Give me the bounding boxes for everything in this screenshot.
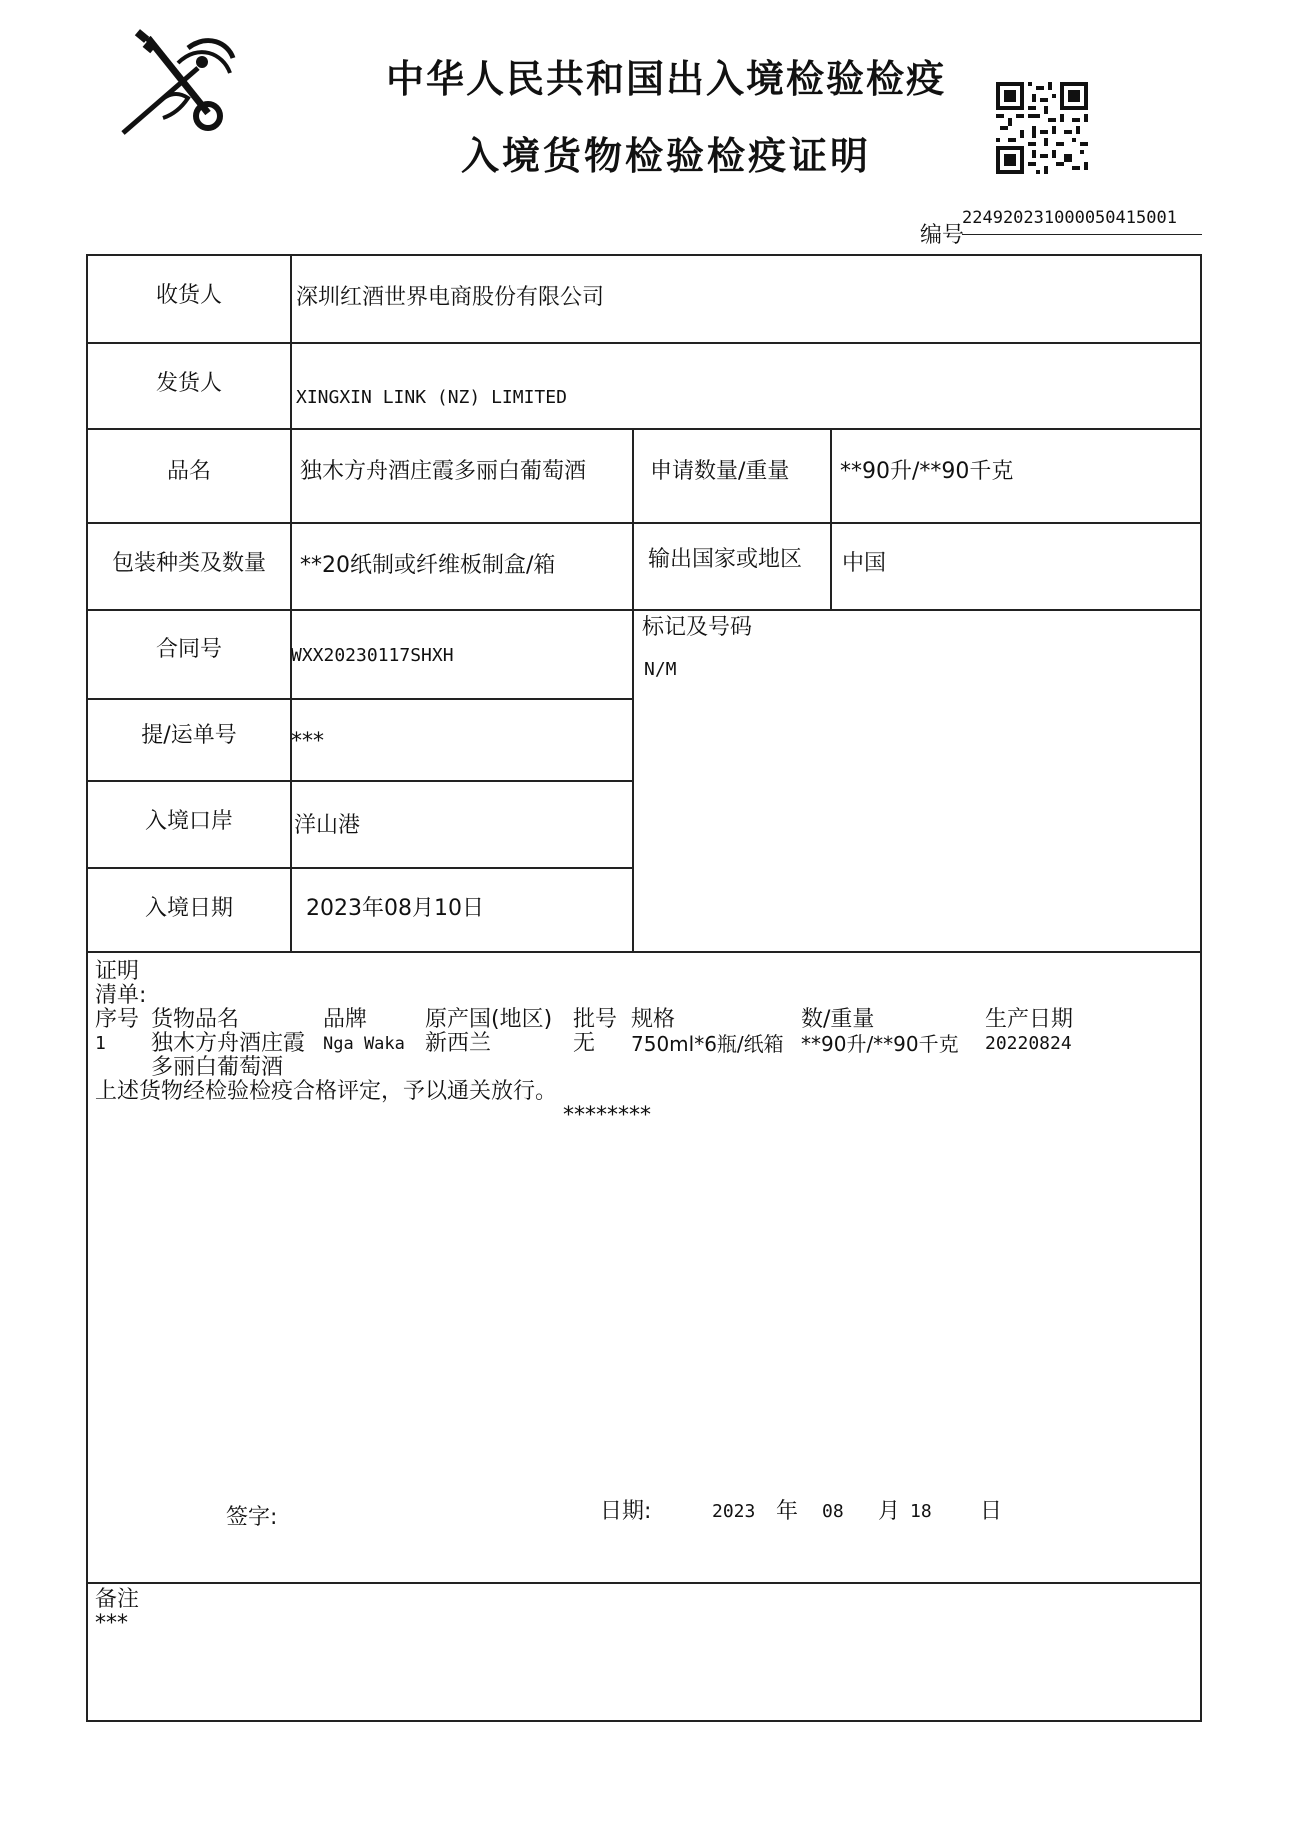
col-prod-date: 生产日期 — [985, 1007, 1074, 1032]
bill-no-label: 提/运单号 — [141, 723, 237, 748]
statement-stars: ******** — [563, 1103, 651, 1128]
document-title-line1: 中华人民共和国出入境检验检疫 — [385, 57, 946, 101]
contract-no-value: WXX20230117SHXH — [291, 645, 454, 666]
consignee-label: 收货人 — [155, 283, 222, 308]
date-day-unit: 日 — [980, 1499, 1003, 1524]
quantity-value: **90升/**90千克 — [840, 459, 1014, 484]
col-origin: 原产国(地区) — [425, 1007, 553, 1032]
entry-date-value: 2023年08月10日 — [306, 896, 484, 921]
certificate-heading: 证明 — [95, 959, 140, 984]
date-year: 2023 — [712, 1501, 756, 1522]
date-month-unit: 月 — [878, 1499, 901, 1524]
item-spec: 750ml*6瓶/纸箱 — [631, 1032, 784, 1056]
consignee-value: 深圳红酒世界电商股份有限公司 — [296, 285, 605, 310]
col-name: 货物品名 — [151, 1007, 240, 1032]
item-qty: **90升/**90千克 — [801, 1032, 959, 1056]
col-qty: 数/重量 — [801, 1007, 875, 1032]
item-origin: 新西兰 — [425, 1031, 492, 1056]
date-month: 08 — [822, 1501, 844, 1522]
bill-no-value: *** — [291, 729, 324, 754]
date-label: 日期: — [600, 1499, 652, 1524]
item-name: 独木方舟酒庄霞 — [151, 1031, 306, 1056]
serial-label: 编号 — [920, 223, 965, 248]
col-no: 序号 — [95, 1007, 140, 1032]
packaging-value: **20纸制或纤维板制盒/箱 — [300, 553, 556, 578]
marks-value: N/M — [644, 659, 677, 680]
origin-country-value: 中国 — [842, 551, 887, 576]
list-header-row — [95, 1008, 1095, 1032]
signature-label: 签字: — [226, 1505, 278, 1530]
item-no: 1 — [95, 1033, 106, 1054]
entry-date-label: 入境日期 — [144, 896, 233, 921]
item-batch: 无 — [573, 1031, 596, 1056]
quantity-label: 申请数量/重量 — [650, 459, 790, 484]
entry-port-label: 入境口岸 — [144, 809, 233, 834]
date-year-unit: 年 — [776, 1499, 799, 1524]
remarks-label: 备注 — [95, 1587, 140, 1612]
serial-value: 224920231000050415001 — [962, 208, 1202, 235]
consignor-label: 发货人 — [155, 371, 222, 396]
item-prod-date: 20220824 — [985, 1033, 1072, 1054]
item-name-line2: 多丽白葡萄酒 — [151, 1055, 284, 1080]
date-day: 18 — [910, 1501, 932, 1522]
col-batch: 批号 — [573, 1007, 618, 1032]
consignor-value: XINGXIN LINK (NZ) LIMITED — [296, 387, 567, 408]
list-label: 清单: — [95, 983, 147, 1008]
product-label: 品名 — [166, 459, 211, 484]
col-spec: 规格 — [631, 1007, 676, 1032]
list-item — [95, 1032, 1095, 1056]
qr-code-icon — [996, 82, 1088, 174]
col-brand: 品牌 — [323, 1007, 368, 1032]
inspection-statement: 上述货物经检验检疫合格评定，予以通关放行。 — [95, 1079, 558, 1104]
contract-no-label: 合同号 — [155, 637, 222, 662]
packaging-label: 包装种类及数量 — [111, 551, 266, 576]
origin-country-label: 输出国家或地区 — [648, 547, 803, 572]
entry-port-value: 洋山港 — [294, 813, 361, 838]
serial-number — [920, 206, 1202, 248]
item-brand: Nga Waka — [323, 1034, 405, 1054]
product-value: 独木方舟酒庄霞多丽白葡萄酒 — [300, 459, 587, 484]
remarks-value: *** — [95, 1611, 128, 1636]
document-title-line2: 入境货物检验检疫证明 — [460, 134, 871, 178]
marks-label: 标记及号码 — [642, 615, 753, 640]
